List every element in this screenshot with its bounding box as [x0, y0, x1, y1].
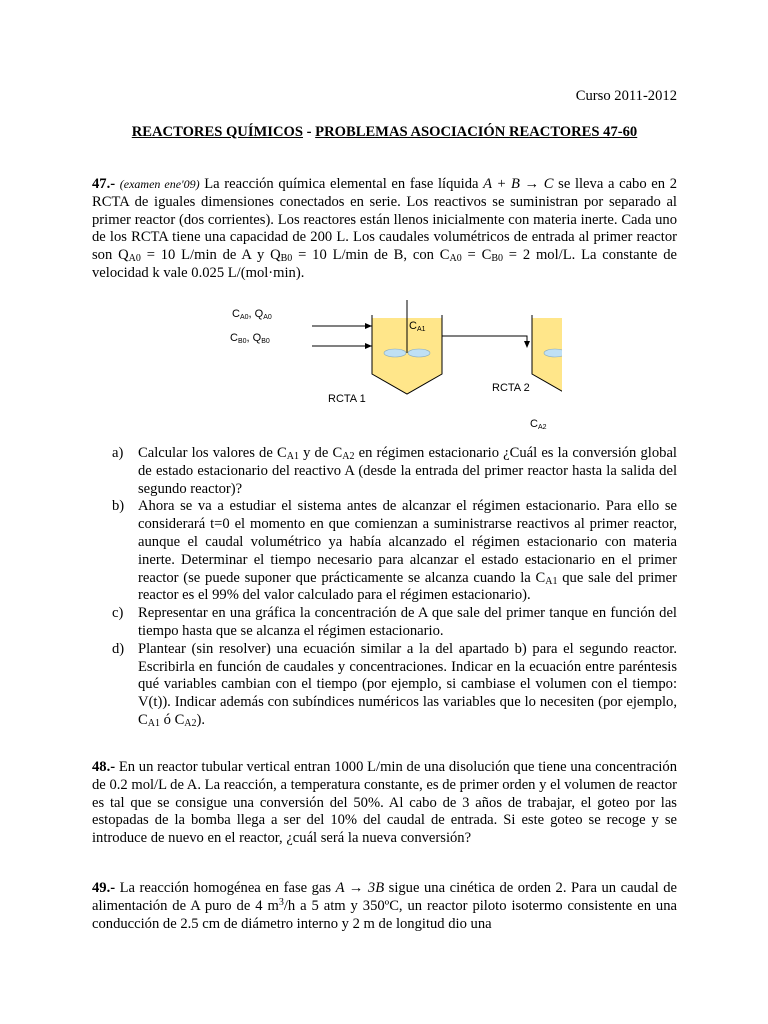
reactor-1-impeller-right-icon: [408, 349, 430, 357]
label-ca0-qa0: CA0, QA0: [232, 308, 272, 321]
problem-48-statement: 48.- En un reactor tubular vertical entran 1000 L/min de una disolución que tiene una concentración de 0.2 mol/L de A. La reacción, a temperatura constante, es de primer orden y el volumen de reactor es tal que se consigue una conversión del 50%. Al cabo de 3 años de trabajar, el goteo por las estopadas de la bomba llega a ser del 10% del caudal de entrada. Si este goteo se recoge y se introduce de nuevo en el reactor, ¿cuál será la nueva conversión?: [92, 759, 677, 847]
reactor-series-diagram: [212, 290, 562, 440]
problem-47-questions: [92, 445, 677, 730]
title-part2: PROBLEMAS ASOCIACIÓN REACTORES 47-60: [315, 124, 638, 140]
reactor-1-cone: [372, 374, 442, 394]
label-rcta-1: RCTA 1: [328, 393, 366, 405]
problem-47-exam-tag: (examen ene'09): [119, 177, 200, 191]
question-d-marker: d): [112, 640, 125, 657]
question-b-marker: b): [112, 498, 125, 515]
inlet-a-arrow-icon: [365, 323, 372, 329]
question-c-marker: c): [112, 605, 124, 622]
inlet-b-arrow-icon: [365, 343, 372, 349]
reactor-diagram-svg: [212, 290, 562, 440]
question-c: c) Representar en una gráfica la concentración de A que sale del primer tanque en función del tiempo hasta que se alcanza el régimen estacionario.: [112, 605, 677, 639]
label-rcta-2: RCTA 2: [492, 382, 530, 394]
question-a: a) Calcular los valores de $C_{A1}$ y de $C_{A2}$ en régimen estacionario ¿Cuál es la conversión global de estado estacionario del reactivo A (desde la entrada del primer reactor hasta la salida del segundo reactor)?: [112, 445, 677, 497]
label-ca2: CA2: [530, 418, 547, 431]
reaction-equation: A + B → C: [483, 176, 554, 192]
title-separator: -: [303, 124, 316, 140]
title-part1: REACTORES QUÍMICOS: [131, 124, 303, 140]
problem-47-number: 47.-: [92, 176, 116, 192]
question-d: d) Plantear (sin resolver) una ecuación similar a la del apartado b) para el segundo reactor. Escribirla en función de caudales y concentraciones. Indicar en la ecuación entre paréntesis qué variables cambian con el tiempo (por ejemplo, si cambiase el volumen con el tiempo: V(t)). Indicar además con subíndices numéricos las variables que lo necesiten (por ejemplo, $C_{A1}$ ó $C_{A2}$).: [112, 640, 677, 729]
problem-47-statement: 47.- (examen ene'09) La reacción química elemental en fase líquida A + B → C se lleva a cabo en 2 RCTA de iguales dimensiones conectados en serie. Los reactivos se suministran por separado al primer reactor (dos corrientes). Los reactores están llenos inicialmente con materia inerte. Cada uno de los RCTA tiene una capacidad de 200 L. Los caudales volumétricos de entrada al primer reactor son $Q_{A0} = 10$ L/min de A y $Q_{B0} = 10$ L/min de B, con $C_{A0} = C_{B0} = 2$ mol/L. La constante de velocidad k vale 0.025 L/(mol·min).: [92, 176, 678, 281]
reactor-2-impeller-left-icon: [544, 349, 562, 357]
question-a-marker: a): [112, 445, 124, 461]
question-b: b) Ahora se va a estudiar el sistema antes de alcanzar el régimen estacionario. Para ello se considerará t=0 el momento en que comienzan a suministrarse reactivos al primer reactor, aunque el caudal volumétrico ya había alcanzado el régimen estacionario con materia inerte. Determinar el tiempo necesario para alcanzar el estado estacionario en el primer reactor (se puede suponer que prácticamente se alcanza cuando la $C_{A1}$ que sale del primer reactor es el 99% del valor calculado para el régimen estacionario).: [112, 498, 678, 604]
connection-arrow-icon: [524, 341, 530, 348]
problem-48-number: 48.-: [92, 759, 116, 775]
connection-line: [442, 336, 527, 345]
document-title: [92, 124, 677, 142]
reaction-equation-49: A → 3B: [335, 880, 385, 896]
reactor-1-impeller-left-icon: [384, 349, 406, 357]
problem-49-number: 49.-: [92, 880, 116, 896]
label-ca1: CA1: [409, 320, 426, 333]
problem-49-statement: 49.- La reacción homogénea en fase gas A → 3B sigue una cinética de orden 2. Para un caudal de alimentación de A puro de 4 $m^3/h$ a 5 atm y 350ºC, un reactor piloto isotermo consistente en una conducción de 2.5 cm de diámetro interno y 2 m de longitud dio una: [92, 880, 677, 932]
reactor-2-liquid: [532, 318, 562, 374]
label-cb0-qb0: CB0, QB0: [230, 332, 270, 345]
course-label: Curso 2011-2012: [575, 88, 677, 104]
